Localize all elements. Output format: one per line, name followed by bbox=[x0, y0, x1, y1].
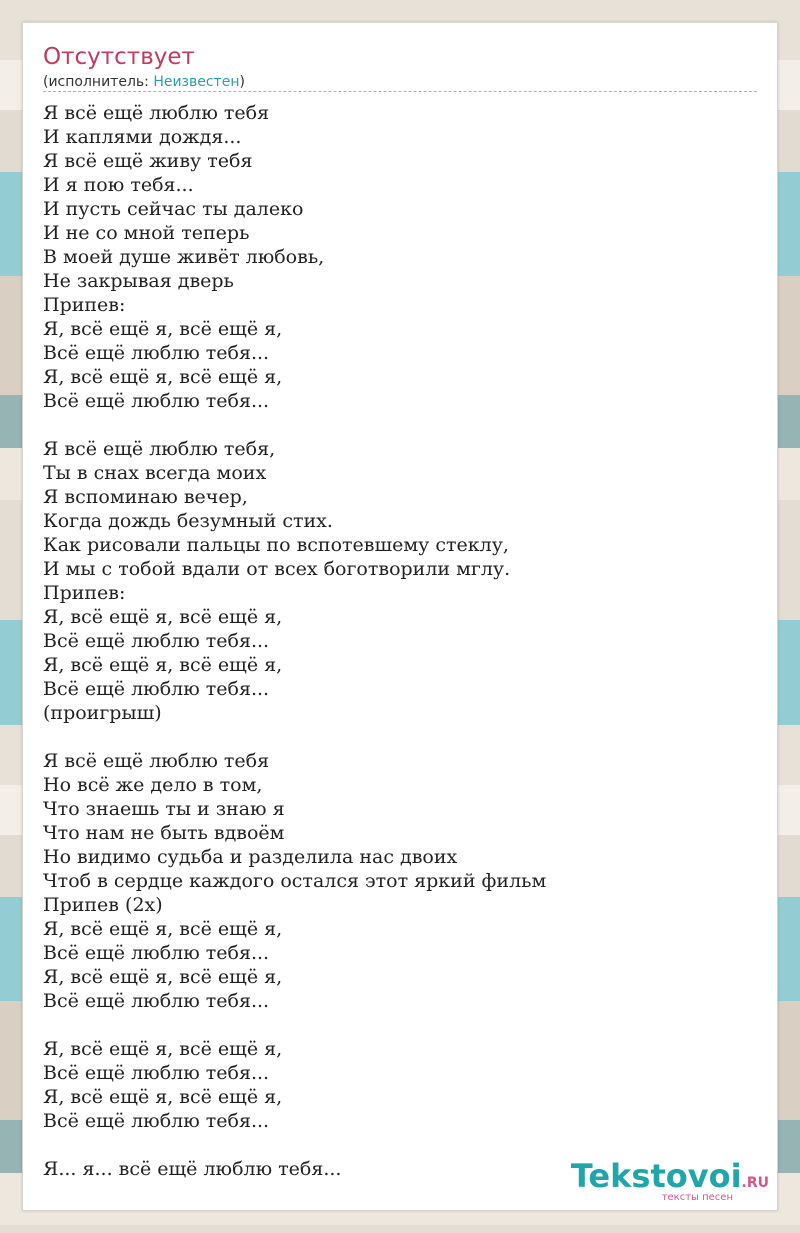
lyric-line: И пусть сейчас ты далеко bbox=[43, 198, 304, 220]
lyric-line: Я, всё ещё я, всё ещё я, bbox=[43, 1086, 283, 1108]
lyric-line: Всё ещё люблю тебя... bbox=[43, 678, 270, 700]
lyric-line: Когда дождь безумный стих. bbox=[43, 510, 333, 532]
lyrics-text bbox=[43, 101, 546, 1181]
lyric-line: Я всё ещё люблю тебя bbox=[43, 750, 270, 772]
lyric-line: Всё ещё люблю тебя... bbox=[43, 390, 270, 412]
lyric-line: Я, всё ещё я, всё ещё я, bbox=[43, 366, 283, 388]
lyric-line: Всё ещё люблю тебя... bbox=[43, 342, 270, 364]
lyric-line: Припев (2х) bbox=[43, 894, 163, 916]
lyric-line: И не со мной теперь bbox=[43, 222, 250, 244]
lyric-line: Но всё же дело в том, bbox=[43, 774, 263, 796]
lyric-line: Я всё ещё люблю тебя, bbox=[43, 438, 276, 460]
lyric-line: Я всё ещё живу тебя bbox=[43, 150, 253, 172]
lyric-line: Всё ещё люблю тебя... bbox=[43, 990, 270, 1012]
lyric-line: Я, всё ещё я, всё ещё я, bbox=[43, 1038, 283, 1060]
lyric-line: Я вспоминаю вечер, bbox=[43, 486, 248, 508]
lyric-line: Ты в снах всегда моих bbox=[43, 462, 267, 484]
lyric-line: Припев: bbox=[43, 582, 126, 604]
lyric-line: Всё ещё люблю тебя... bbox=[43, 1110, 270, 1132]
site-logo[interactable] bbox=[549, 1158, 769, 1204]
dashed-divider bbox=[43, 91, 757, 92]
lyric-line: В моей душе живёт любовь, bbox=[43, 246, 325, 268]
lyric-line: Чтоб в сердце каждого остался этот яркий фильм bbox=[43, 870, 547, 892]
lyrics-card bbox=[22, 22, 778, 1211]
lyric-line: Что нам не быть вдвоём bbox=[43, 822, 285, 844]
lyric-line: Я... я... всё ещё люблю тебя... bbox=[43, 1158, 342, 1180]
lyric-line: Я всё ещё люблю тебя bbox=[43, 102, 270, 124]
lyric-line: Я, всё ещё я, всё ещё я, bbox=[43, 654, 283, 676]
lyric-line: Всё ещё люблю тебя... bbox=[43, 630, 270, 652]
logo-name: Tekstovoi bbox=[570, 1157, 742, 1195]
lyric-line: Всё ещё люблю тебя... bbox=[43, 1062, 270, 1084]
logo-tagline: тексты песен bbox=[661, 1192, 733, 1203]
lyric-line: Я, всё ещё я, всё ещё я, bbox=[43, 966, 283, 988]
logo-tld: .RU bbox=[741, 1175, 769, 1191]
lyric-line: Припев: bbox=[43, 294, 126, 316]
artist-line bbox=[43, 73, 245, 91]
lyric-line: И я пою тебя... bbox=[43, 174, 194, 196]
lyric-line: И каплями дождя... bbox=[43, 126, 242, 148]
lyric-line bbox=[43, 1013, 546, 1037]
artist-suffix: ) bbox=[239, 74, 245, 90]
lyric-line: Как рисовали пальцы по вспотевшему стеклу, bbox=[43, 534, 509, 556]
lyric-line: Не закрывая дверь bbox=[43, 270, 234, 292]
lyric-line: Но видимо судьба и разделила нас двоих bbox=[43, 846, 458, 868]
lyric-line bbox=[43, 725, 546, 749]
lyric-line: Я, всё ещё я, всё ещё я, bbox=[43, 318, 283, 340]
lyric-line: Я, всё ещё я, всё ещё я, bbox=[43, 606, 283, 628]
lyric-line: Всё ещё люблю тебя... bbox=[43, 942, 270, 964]
lyric-line: Что знаешь ты и знаю я bbox=[43, 798, 285, 820]
lyric-line bbox=[43, 1133, 546, 1157]
song-title: Отсутствует bbox=[43, 44, 195, 70]
artist-link[interactable]: Неизвестен bbox=[153, 74, 240, 90]
lyric-line: Я, всё ещё я, всё ещё я, bbox=[43, 918, 283, 940]
lyric-line: И мы с тобой вдали от всех боготворили мглу. bbox=[43, 558, 511, 580]
artist-prefix: (исполнитель: bbox=[43, 74, 154, 90]
lyric-line bbox=[43, 413, 546, 437]
lyric-line: (проигрыш) bbox=[43, 702, 162, 724]
